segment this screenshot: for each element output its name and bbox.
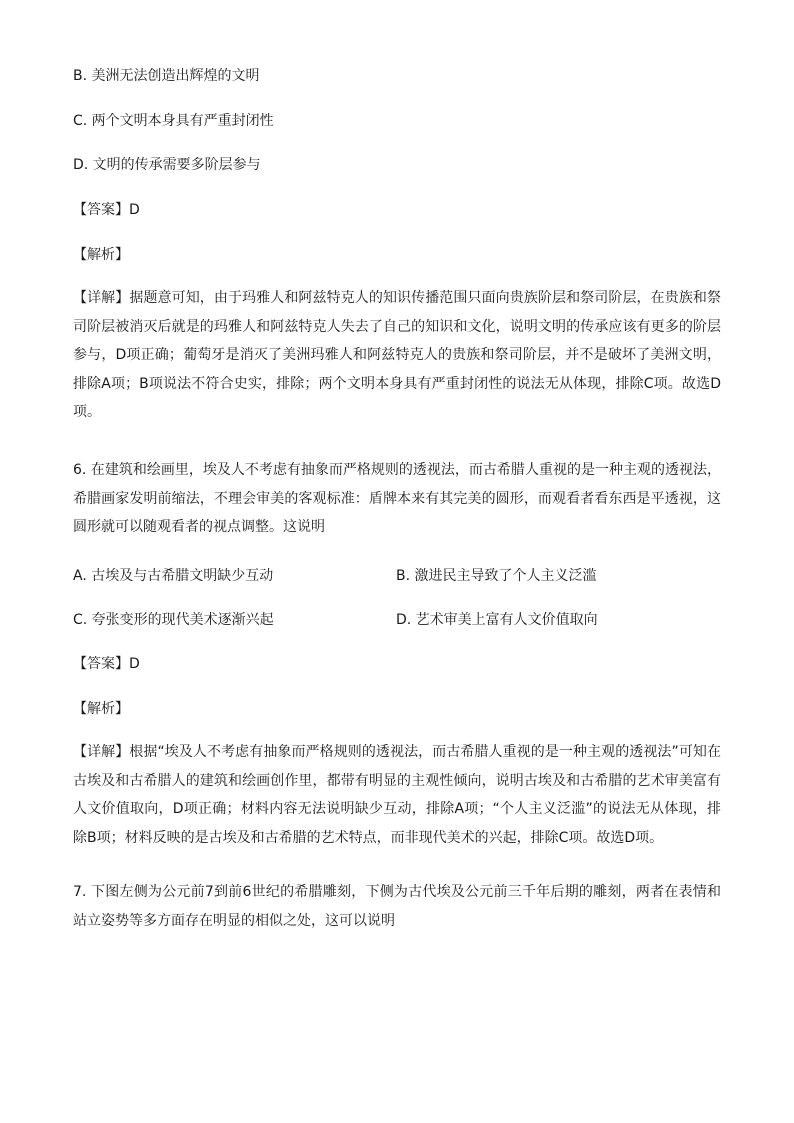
q6-detail: 【详解】根据“埃及人不考虑有抽象而严格规则的透视法，而古希腊人重视的是一种主观的透视法”可知在古埃及和古希腊人的建筑和绘画创作里，都带有明显的主观性倾向，说明古埃及和古希腊的艺术审美富有人文价值取向，D项正确；材料内容无法说明缺少互动，排除A项；“个人主义泛滥”的说法无从体现，排除B项；材料反映的是古埃及和古希腊的艺术特点，而非现代美术的兴起，排除C项。故选D项。 (73, 744, 721, 846)
q5-option-d: D. 文明的传承需要多阶层参与 (73, 157, 261, 173)
q6-option-b: B. 激进民主导致了个人主义泛滥 (396, 568, 597, 584)
q7-stem: 7. 下图左侧为公元前7到前6世纪的希腊雕刻，下侧为古代埃及公元前三千年后期的雕刻，两者在表情和站立姿势等多方面存在明显的相似之处，这可以说明 (73, 884, 721, 929)
q5-option-b: B. 美洲无法创造出辉煌的文明 (73, 68, 260, 84)
q6-stem: 6. 在建筑和绘画里，埃及人不考虑有抽象而严格规则的透视法，而古希腊人重视的是一种主观的透视法，希腊画家发明前缩法，不理会审美的客观标准：盾牌本来有其完美的圆形，而观看者看东西是平透视，这圆形就可以随观看者的视点调整。这说明 (73, 462, 721, 535)
q5-option-c: C. 两个文明本身具有严重封闭性 (73, 113, 274, 129)
q6-analysis-label: 【解析】 (73, 701, 129, 717)
q6-option-c: C. 夸张变形的现代美术逐渐兴起 (73, 612, 274, 628)
q6-answer: 【答案】D (73, 656, 140, 672)
q5-answer: 【答案】D (73, 202, 140, 218)
q5-detail: 【详解】据题意可知，由于玛雅人和阿兹特克人的知识传播范围只面向贵族阶层和祭司阶层，在贵族和祭司阶层被消灭后就是的玛雅人和阿兹特克人失去了自己的知识和文化，说明文明的传承应该有更多的阶层参与，D项正确；葡萄牙是消灭了美洲玛雅人和阿兹特克人的贵族和祭司阶层，并不是破坏了美洲文明，排除A项；B项说法不符合史实，排除；两个文明本身具有严重封闭性的说法无从体现，排除C项。故选D项。 (73, 290, 721, 420)
q6-option-d: D. 艺术审美上富有人文价值取向 (396, 612, 598, 628)
q6-option-a: A. 古埃及与古希腊文明缺少互动 (73, 568, 274, 584)
q5-analysis-label: 【解析】 (73, 247, 129, 263)
